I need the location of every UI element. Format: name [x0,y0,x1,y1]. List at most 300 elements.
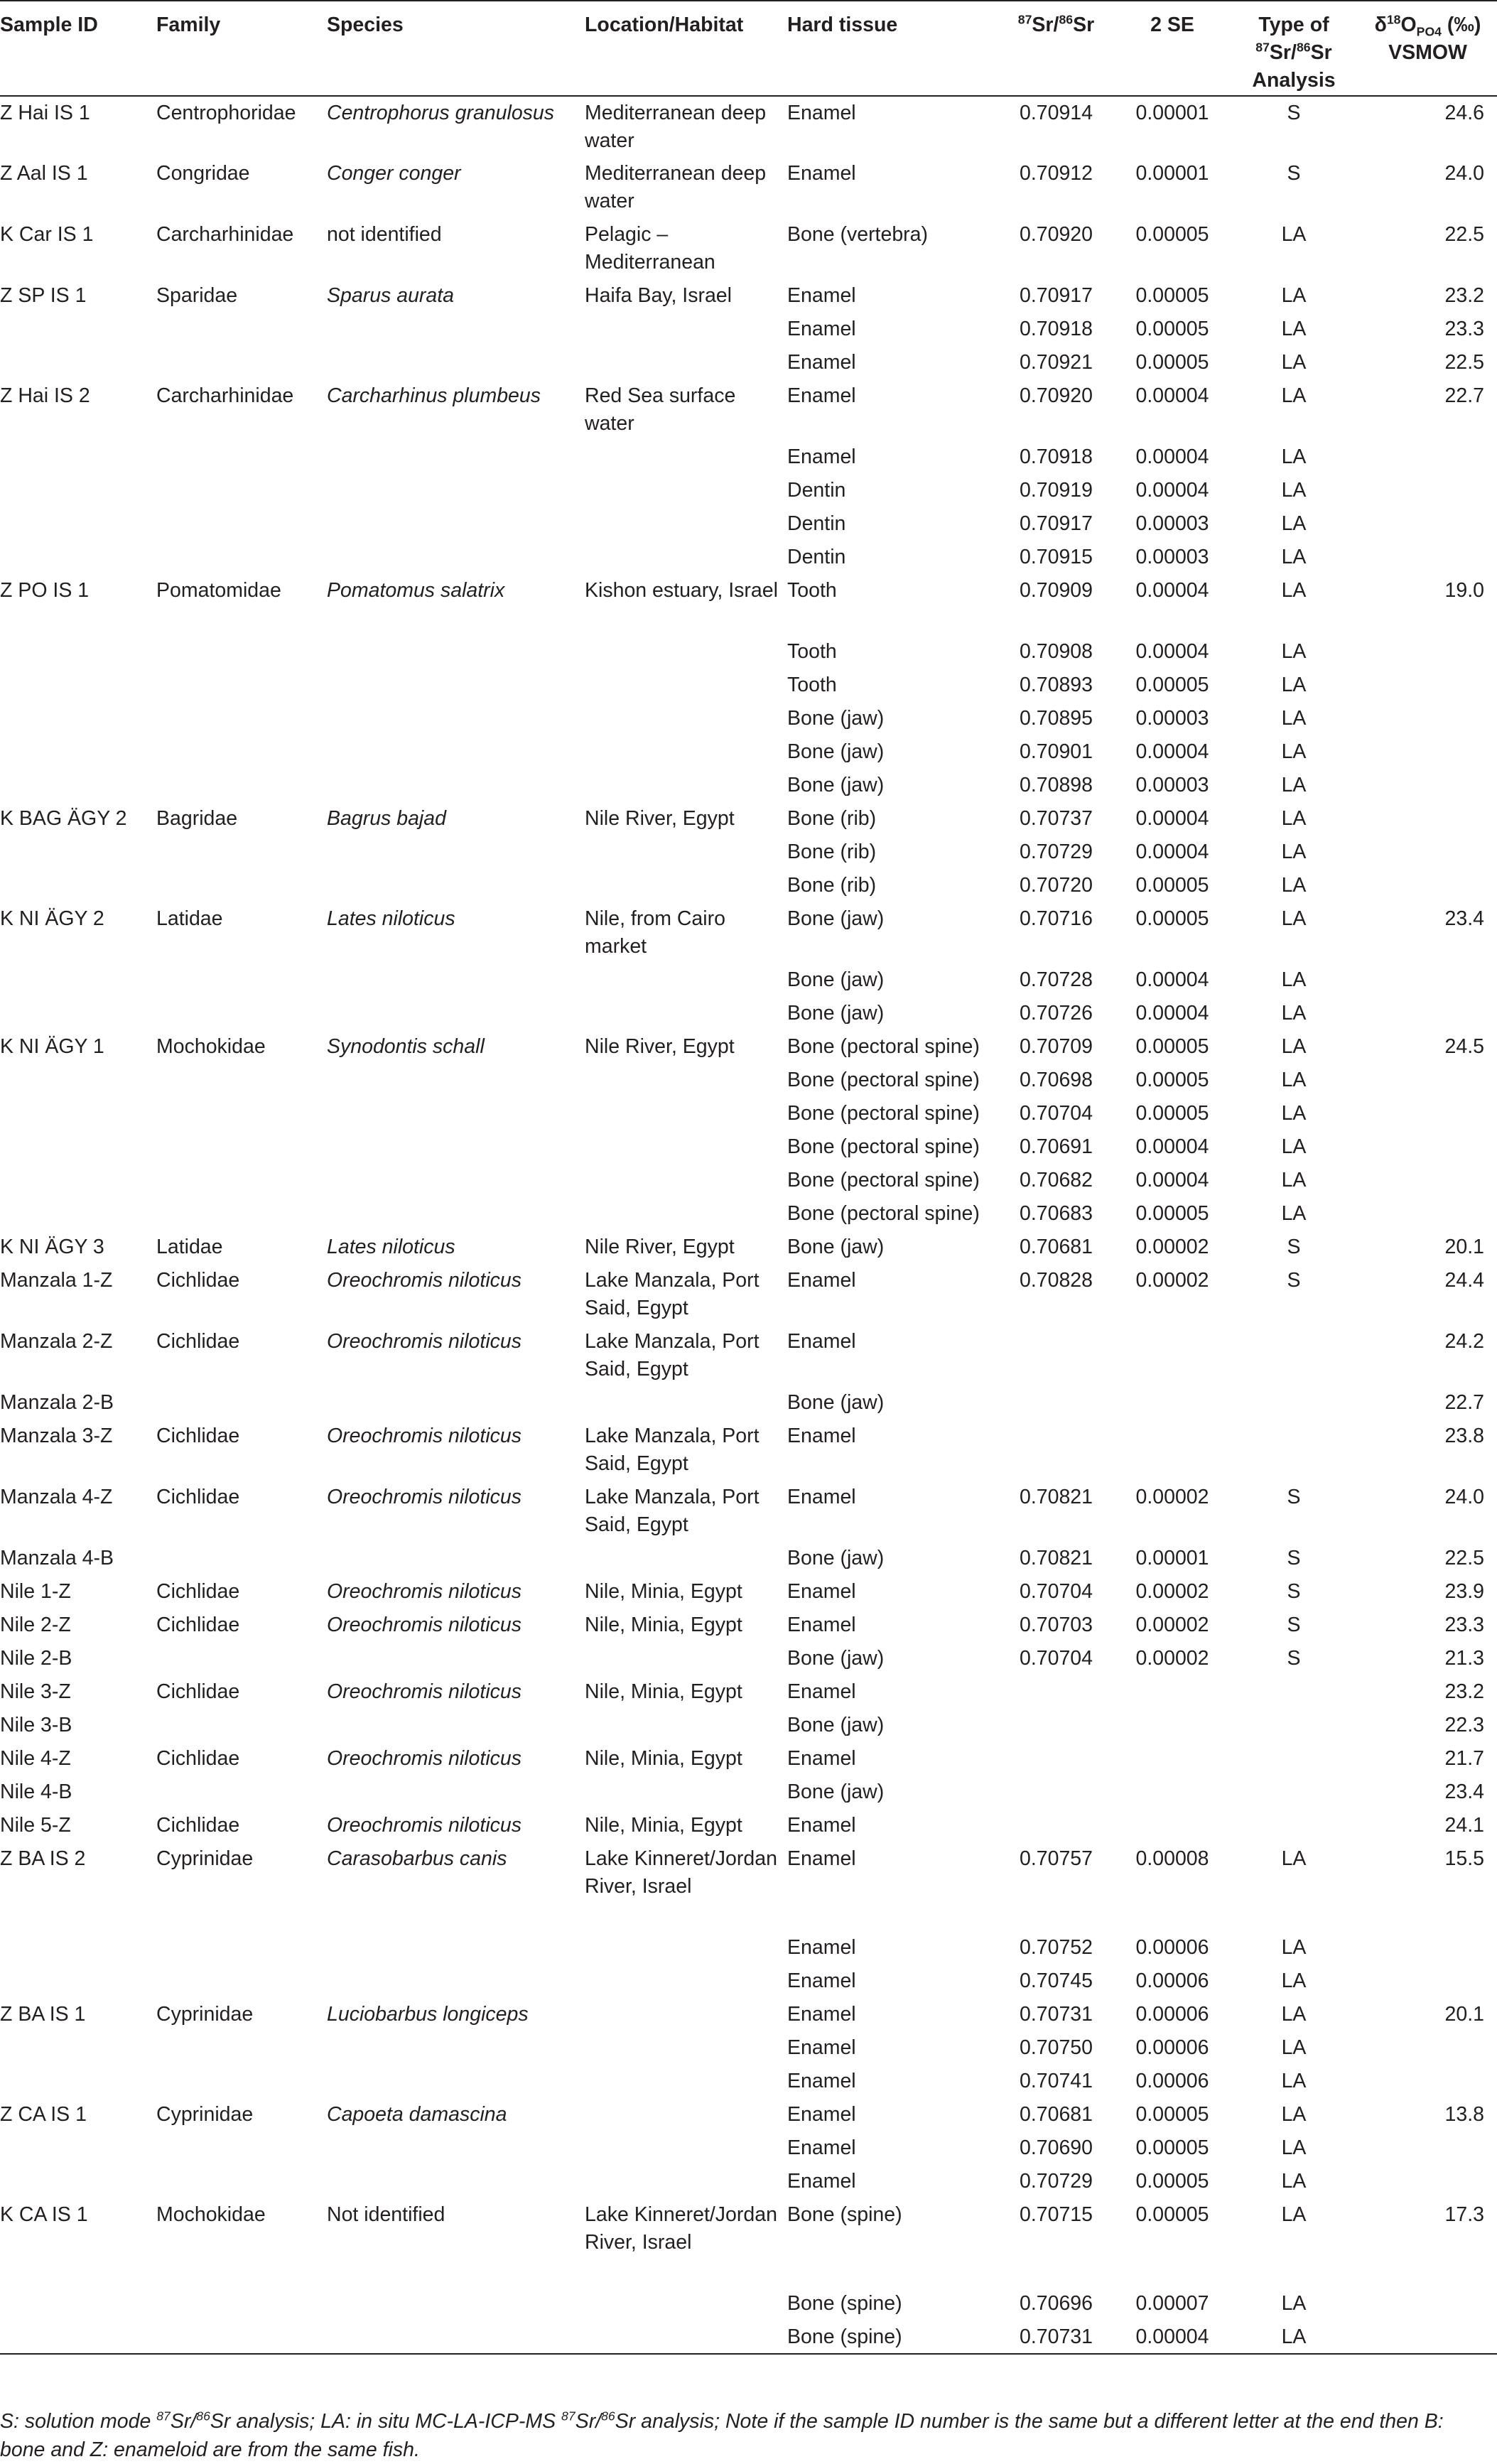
cell-2se: 0.00004 [1135,1169,1209,1192]
cell-hard-tissue: Bone (jaw) [787,1714,885,1736]
cell-sr-ratio: 0.70901 [1019,740,1093,763]
cell-2se: 0.00004 [1135,579,1209,602]
cell-family: Centrophoridae [156,102,296,124]
table-row [0,1097,1497,1130]
cell-species [327,2287,585,2320]
table-row [0,669,1497,702]
cell-location: Kishon estuary, Israel [585,579,778,602]
cell-family: Pomatomidae [156,579,281,602]
cell-sr-ratio [997,1420,1115,1481]
cell-species: Lates niloticus [327,1236,455,1258]
table-row [0,1709,1497,1742]
cell-analysis-type: LA [1281,546,1307,568]
table-row [0,2065,1497,2098]
cell-location [585,1965,787,1998]
cell-2se: 0.00005 [1135,2136,1209,2159]
cell-sample-id [0,2287,156,2320]
cell-sr-ratio: 0.70728 [1019,968,1093,991]
cell-location: Lake Manzala, Port Said, Egypt [585,1425,760,1475]
cell-hard-tissue: Bone (jaw) [787,1781,885,1803]
cell-hard-tissue: Bone (pectoral spine) [787,1102,980,1125]
table-body [0,96,1497,2354]
cell-2se: 0.00005 [1135,2103,1209,2126]
cell-sample-id: Nile 5-Z [0,1814,71,1837]
cell-sample-id [0,474,156,507]
header-location: Location/Habitat [585,1,787,96]
cell-sample-id: Z SP IS 1 [0,284,87,307]
cell-d18o [1358,507,1497,541]
cell-location: Nile River, Egypt [585,807,735,830]
cell-analysis-type: LA [1281,1169,1307,1192]
cell-sr-ratio: 0.70729 [1019,2170,1093,2193]
cell-location [585,346,787,379]
cell-2se [1115,1809,1229,1842]
cell-family: Mochokidae [156,1035,266,1058]
cell-analysis-type [1229,1420,1358,1481]
table-row [0,574,1497,635]
cell-2se: 0.00006 [1135,2036,1209,2059]
cell-sr-ratio: 0.70920 [1019,223,1093,246]
cell-species: Oreochromis niloticus [327,1747,522,1770]
cell-hard-tissue: Bone (spine) [787,2203,902,2226]
cell-location: Nile, Minia, Egypt [585,1680,742,1703]
table-row [0,157,1497,218]
cell-location: Mediterranean deep water [585,102,767,152]
cell-species: Not identified [327,2203,445,2226]
cell-location [585,1998,787,2031]
cell-d18o: 23.8 [1444,1425,1484,1447]
cell-family [156,2065,327,2098]
cell-sr-ratio: 0.70690 [1019,2136,1093,2159]
cell-analysis-type: LA [1281,1202,1307,1225]
cell-hard-tissue: Bone (jaw) [787,1547,885,1569]
cell-2se: 0.00008 [1135,1847,1209,1870]
cell-d18o [1358,963,1497,997]
header-d18o-line1: $\delta^{18}O_{PO4}$ (‰) [1374,12,1481,39]
table-row [0,1742,1497,1776]
cell-d18o [1358,2320,1497,2354]
cell-2se: 0.00005 [1135,284,1209,307]
cell-d18o [1358,836,1497,869]
cell-sr-ratio: 0.70731 [1019,2003,1093,2026]
cell-location [585,1064,787,1097]
cell-sample-id: Z CA IS 1 [0,2103,87,2126]
cell-hard-tissue: Enamel [787,162,856,185]
cell-d18o: 23.2 [1444,1680,1484,1703]
cell-d18o [1358,2165,1497,2198]
table-row [0,702,1497,735]
cell-sr-ratio: 0.70703 [1019,1614,1093,1636]
table-row [0,1776,1497,1809]
cell-d18o [1358,702,1497,735]
cell-species: Oreochromis niloticus [327,1580,522,1603]
cell-species: Synodontis schall [327,1035,485,1058]
table-row [0,2098,1497,2131]
table-row [0,1842,1497,1931]
cell-2se [1115,1325,1229,1386]
cell-hard-tissue: Bone (pectoral spine) [787,1069,980,1091]
cell-analysis-type: LA [1281,774,1307,796]
cell-species [327,2165,585,2198]
cell-family [156,1097,327,1130]
cell-family: Mochokidae [156,2203,266,2226]
cell-hard-tissue: Enamel [787,384,856,407]
table-row [0,2198,1497,2287]
cell-sample-id [0,1064,156,1097]
cell-sample-id: K Car IS 1 [0,223,94,246]
cell-sr-ratio: 0.70698 [1019,1069,1093,1091]
cell-d18o: 19.0 [1444,579,1484,602]
cell-analysis-type: LA [1281,1936,1307,1959]
cell-location: Nile, Minia, Egypt [585,1747,742,1770]
cell-hard-tissue: Bone (jaw) [787,774,885,796]
cell-sample-id: Manzala 4-Z [0,1486,113,1508]
table-row [0,218,1497,279]
cell-hard-tissue: Enamel [787,1969,856,1992]
cell-sr-ratio: 0.70914 [1019,102,1093,124]
cell-location [585,1931,787,1965]
cell-sr-ratio: 0.70921 [1019,351,1093,374]
header-analysis-type-line2: $^{87}$Sr/$^{86}$Sr [1255,40,1332,64]
cell-analysis-type: LA [1281,841,1307,863]
cell-sr-ratio: 0.70915 [1019,546,1093,568]
cell-sr-ratio: 0.70912 [1019,162,1093,185]
cell-family: Carcharhinidae [156,223,294,246]
cell-d18o [1358,635,1497,669]
cell-species: Carasobarbus canis [327,1847,507,1870]
cell-location [585,1776,787,1809]
cell-sr-ratio [997,1325,1115,1386]
cell-location [585,997,787,1030]
cell-family: Congridae [156,162,250,185]
table-row [0,96,1497,157]
cell-hard-tissue: Enamel [787,2170,856,2193]
cell-location [585,2131,787,2165]
cell-location [585,2098,787,2131]
cell-d18o: 23.9 [1444,1580,1484,1603]
cell-sr-ratio: 0.70682 [1019,1169,1093,1192]
table-row [0,1420,1497,1481]
cell-sample-id: Z Aal IS 1 [0,162,88,185]
cell-sample-id: Manzala 2-Z [0,1330,113,1353]
cell-sr-ratio: 0.70704 [1019,1102,1093,1125]
cell-location: Red Sea surface water [585,384,736,435]
cell-species: Oreochromis niloticus [327,1614,522,1636]
cell-family [156,769,327,802]
cell-species: not identified [327,223,442,246]
cell-2se: 0.00005 [1135,318,1209,340]
cell-species: Centrophorus granulosus [327,102,555,124]
cell-family: Cichlidae [156,1330,240,1353]
cell-2se: 0.00002 [1135,1269,1209,1292]
cell-hard-tissue: Bone (rib) [787,807,877,830]
cell-family: Cichlidae [156,1486,240,1508]
cell-species [327,313,585,346]
cell-location [585,2165,787,2198]
cell-d18o: 24.0 [1444,1486,1484,1508]
cell-species [327,2031,585,2065]
cell-2se: 0.00002 [1135,1236,1209,1258]
cell-sample-id [0,836,156,869]
cell-family [156,507,327,541]
cell-2se [1115,1675,1229,1709]
cell-hard-tissue: Enamel [787,1936,856,1959]
cell-d18o: 23.3 [1444,318,1484,340]
cell-d18o: 22.7 [1444,1391,1484,1414]
cell-2se: 0.00005 [1135,2203,1209,2226]
cell-location [585,507,787,541]
cell-analysis-type [1229,1776,1358,1809]
cell-analysis-type: LA [1281,2292,1307,2315]
cell-analysis-type: LA [1281,512,1307,535]
cell-d18o: 21.7 [1444,1747,1484,1770]
cell-location: Nile, from Cairo market [585,907,725,958]
cell-analysis-type: S [1287,1236,1301,1258]
cell-2se: 0.00004 [1115,2320,1229,2354]
cell-sr-ratio: 0.70704 [1019,1647,1093,1670]
table-row [0,474,1497,507]
cell-location [585,1709,787,1742]
cell-family: Cichlidae [156,1747,240,1770]
cell-analysis-type: LA [1281,640,1307,663]
cell-hard-tissue: Bone (jaw) [787,707,885,730]
cell-analysis-type: LA [1229,2320,1358,2354]
table-row [0,2131,1497,2165]
cell-hard-tissue: Bone (jaw) [787,1002,885,1025]
cell-family: Cyprinidae [156,2003,254,2026]
cell-hard-tissue: Bone (jaw) [787,907,885,930]
table-row [0,346,1497,379]
cell-hard-tissue: Bone (jaw) [787,1236,885,1258]
cell-location [585,635,787,669]
cell-d18o: 17.3 [1444,2203,1484,2226]
cell-species [327,2065,585,2098]
cell-d18o [1358,1064,1497,1097]
cell-2se: 0.00002 [1135,1580,1209,1603]
cell-hard-tissue: Enamel [787,2070,856,2092]
cell-analysis-type [1229,1325,1358,1386]
cell-hard-tissue: Tooth [787,674,837,696]
cell-d18o [1358,541,1497,574]
cell-family [156,1776,327,1809]
cell-hard-tissue: Bone (vertebra) [787,223,929,246]
cell-family [156,2165,327,2198]
cell-analysis-type: S [1287,1614,1301,1636]
cell-sample-id: Nile 4-B [0,1781,72,1803]
cell-family [156,635,327,669]
cell-sr-ratio: 0.70821 [1019,1486,1093,1508]
cell-analysis-type: S [1287,1647,1301,1670]
cell-sample-id: Z PO IS 1 [0,579,90,602]
cell-sample-id: Nile 3-Z [0,1680,71,1703]
cell-sample-id [0,2165,156,2198]
cell-d18o: 20.1 [1444,1236,1484,1258]
table-row [0,507,1497,541]
cell-family [156,735,327,769]
cell-sample-id [0,869,156,902]
cell-d18o: 22.5 [1444,223,1484,246]
cell-sr-ratio: 0.70821 [1019,1547,1093,1569]
cell-sr-ratio: 0.70917 [1019,284,1093,307]
cell-sample-id: K CA IS 1 [0,2203,88,2226]
cell-2se [1115,1386,1229,1420]
cell-hard-tissue: Enamel [787,1680,856,1703]
cell-2se [1115,1742,1229,1776]
cell-d18o [1358,997,1497,1030]
cell-d18o [1358,2065,1497,2098]
cell-location [585,735,787,769]
cell-hard-tissue: Bone (rib) [787,841,877,863]
table-row [0,902,1497,963]
cell-species: Lates niloticus [327,907,455,930]
cell-species [327,507,585,541]
cell-2se [1115,1709,1229,1742]
cell-species [327,997,585,1030]
header-family: Family [156,1,327,96]
table-row [0,1197,1497,1231]
cell-family [156,869,327,902]
table-row [0,1264,1497,1325]
cell-sr-ratio: 0.70895 [1019,707,1093,730]
cell-hard-tissue: Enamel [787,2036,856,2059]
cell-species [327,669,585,702]
cell-d18o [1358,1965,1497,1998]
cell-sr-ratio: 0.70715 [1019,2203,1093,2226]
header-d18o [1358,1,1497,96]
header-analysis-type-line3: Analysis [1252,69,1336,92]
cell-family: Cyprinidae [156,1847,254,1870]
cell-sr-ratio: 0.70745 [1019,1969,1093,1992]
cell-species [327,1931,585,1965]
table-row [0,1542,1497,1575]
cell-sample-id [0,541,156,574]
cell-sample-id [0,769,156,802]
cell-sample-id [0,635,156,669]
cell-sr-ratio: 0.70750 [1019,2036,1093,2059]
cell-sr-ratio: 0.70737 [1019,807,1093,830]
cell-2se: 0.00001 [1135,102,1209,124]
cell-analysis-type [1229,1742,1358,1776]
cell-d18o: 20.1 [1444,2003,1484,2026]
cell-species [327,1709,585,1742]
cell-analysis-type: LA [1281,1035,1307,1058]
cell-species [327,1965,585,1998]
cell-sr-ratio: 0.70898 [1019,774,1093,796]
cell-location: Lake Manzala, Port Said, Egypt [585,1269,760,1319]
table-row [0,441,1497,474]
header-analysis-type [1229,1,1358,96]
cell-2se: 0.00004 [1135,640,1209,663]
cell-hard-tissue: Enamel [787,2003,856,2026]
cell-analysis-type: S [1287,1547,1301,1569]
cell-sr-ratio: 0.70691 [1019,1135,1093,1158]
cell-d18o [1358,2131,1497,2165]
cell-hard-tissue: Tooth [787,640,837,663]
cell-hard-tissue: Enamel [787,1614,856,1636]
cell-analysis-type: S [1287,1486,1301,1508]
cell-species [327,346,585,379]
cell-2se: 0.00004 [1135,1135,1209,1158]
cell-location: Nile, Minia, Egypt [585,1614,742,1636]
cell-sr-ratio: 0.70918 [1019,318,1093,340]
cell-hard-tissue: Bone (rib) [787,874,877,897]
cell-location: Nile River, Egypt [585,1035,735,1058]
cell-hard-tissue: Tooth [787,579,837,602]
table-row [0,1809,1497,1842]
cell-location: Lake Kinneret/Jordan River, Israel [585,1847,777,1898]
cell-location [585,474,787,507]
cell-species [327,1642,585,1675]
cell-sample-id: Manzala 1-Z [0,1269,113,1292]
cell-family [156,1542,327,1575]
cell-hard-tissue: Dentin [787,512,846,535]
cell-hard-tissue: Bone (pectoral spine) [787,1202,980,1225]
cell-analysis-type: S [1287,1580,1301,1603]
cell-2se: 0.00006 [1135,2070,1209,2092]
header-species: Species [327,1,585,96]
cell-sample-id [0,1130,156,1164]
cell-analysis-type: LA [1281,1069,1307,1091]
cell-d18o [1358,1931,1497,1965]
cell-species [327,635,585,669]
cell-hard-tissue: Enamel [787,2103,856,2126]
cell-sample-id [0,997,156,1030]
cell-sample-id [0,1164,156,1197]
table-row [0,735,1497,769]
cell-sample-id: K NI ÄGY 3 [0,1236,104,1258]
cell-analysis-type: LA [1281,318,1307,340]
cell-family: Carcharhinidae [156,384,294,407]
cell-d18o [1358,802,1497,836]
cell-family [156,2131,327,2165]
table-row [0,1931,1497,1965]
cell-sample-id [0,313,156,346]
cell-d18o: 15.5 [1444,1847,1484,1870]
cell-species: Pomatomus salatrix [327,579,505,602]
cell-sr-ratio: 0.70918 [1019,445,1093,468]
cell-hard-tissue: Bone (jaw) [787,1391,885,1414]
cell-location: Nile, Minia, Egypt [585,1580,742,1603]
cell-analysis-type: LA [1281,1002,1307,1025]
cell-location [585,2287,787,2320]
cell-species [327,1097,585,1130]
cell-analysis-type: LA [1281,445,1307,468]
cell-family: Cichlidae [156,1614,240,1636]
cell-d18o [1358,441,1497,474]
cell-family [156,1965,327,1998]
cell-d18o: 22.5 [1444,351,1484,374]
cell-sample-id [0,2065,156,2098]
cell-species: Oreochromis niloticus [327,1269,522,1292]
cell-sample-id [0,441,156,474]
cell-location [585,1386,787,1420]
cell-hard-tissue: Enamel [787,318,856,340]
cell-hard-tissue: Enamel [787,102,856,124]
cell-analysis-type: LA [1281,1969,1307,1992]
cell-location: Haifa Bay, Israel [585,284,732,307]
cell-d18o: 23.4 [1444,1781,1484,1803]
cell-hard-tissue: Enamel [787,1580,856,1603]
cell-sr-ratio [997,1776,1115,1809]
cell-sr-ratio [997,1809,1115,1842]
cell-species [327,702,585,735]
cell-2se: 0.00007 [1135,2292,1209,2315]
cell-sample-id: Manzala 3-Z [0,1425,113,1447]
cell-sample-id [0,1965,156,1998]
table-row [0,2165,1497,2198]
cell-species [327,1197,585,1231]
cell-family [156,541,327,574]
